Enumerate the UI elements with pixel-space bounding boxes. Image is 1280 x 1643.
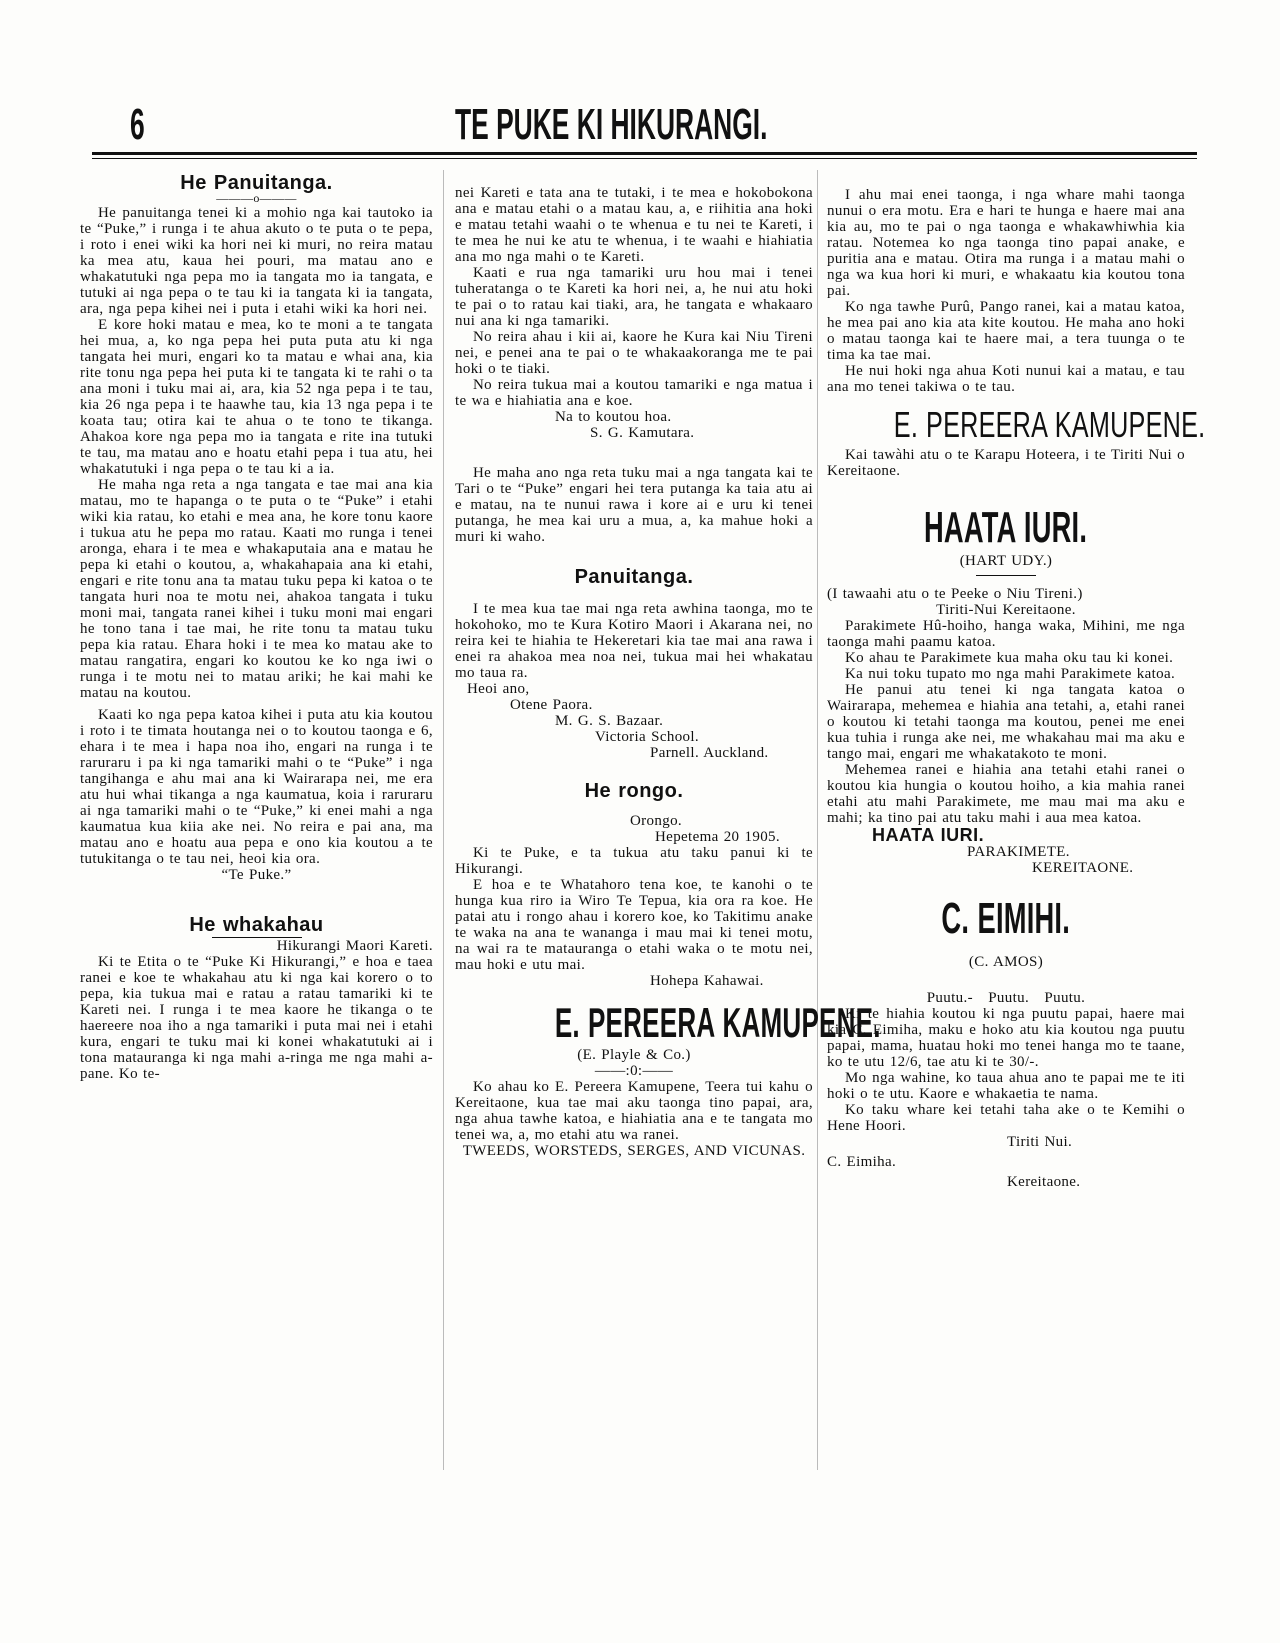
article-heading: He rongo. [584, 780, 684, 802]
divider: ———o——— [216, 191, 297, 205]
signature: “Te Puke.” [221, 867, 292, 883]
advert-subtitle: (C. AMOS) [968, 954, 1044, 970]
goods-list: TWEEDS, WORSTEDS, SERGES, AND VICUNAS. [462, 1143, 806, 1159]
dateline: Hikurangi Maori Kareti. [276, 938, 433, 954]
column-divider [443, 170, 444, 1470]
paragraph: Kai tawàhi atu o te Karapu Hoteera, i te Tiriti Nui o Kereitaone. [827, 447, 1185, 479]
paragraph: He panui atu tenei ki nga tangata katoa o Wairarapa, mehemea e hiahia ana tetahi, a, etahi ranei o koutou ki tetahi taonga ma koutou, penei me enei kua tuhia i runga ake nei, me whakahau mai ma aku e tango mai, engari me whakatakoto te moni. [827, 682, 1185, 762]
paragraph: E kore hoki matau e mea, ko te moni a te tangata hei mua, a, ko nga pepa hei puta puta atu ki nga tangata hei muri, engari ko ta matau e whai ana, kia rite tonu nga pepa hei puta ki te tangata ki te rahi o ta ana moni i tuku mai ai, ara, kia 52 nga pepa i te tau, kia 26 nga pepa i te haawhe tau, kia 13 nga pepa i te koata tau; otira kai te ahua o te tono te tikanga. Ahakoa kore nga pepa mo ia tangata e rite ina tutuki te tau, ma matau ano e hoatu etahi pepa i tua atu, hei whakatutuki i nga pepa o te tau ki a ia. [80, 317, 433, 477]
signer: Hohepa Kahawai. [650, 973, 764, 989]
paragraph: Parakimete Hû-hoiho, hanga waka, Mihini, me nga taonga mahi paamu katoa. [827, 618, 1185, 650]
article-heading: He whakahau [189, 914, 324, 936]
sign-line: Victoria School. [595, 729, 700, 745]
masthead-title: TE PUKE KI HIKURANGI. [455, 100, 768, 149]
place: Orongo. [630, 813, 683, 829]
article-heading: He Panuitanga. [180, 172, 333, 194]
paragraph: Kaati e rua nga tamariki uru hou mai i tenei tuheratanga o te Kareti ka hori nei, a, he nui atu hoki te pai o to ratau kai tiaki, ara, he tangata e whakaaro nui ana ki nga tamariki. [455, 265, 813, 329]
paragraph: Ki te Etita o te “Puke Ki Hikurangi,” e hoa e taea ranei e koe te whakahau atu ki nga kai korero o to pepa, kia tukua mai e ratau a ratau tamariki ki te Kareti nei. I runga i te mea kaore he tikanga o te haereere noa iho a nga tamariki i puta mai nei i etahi kura, engari te tuku mai ki konei whakatutuki ai i tona matauranga ki nga mahi a-ringa me nga mahi a-pane. Ko te- [80, 954, 433, 1082]
paragraph: nei Kareti e tata ana te tutaki, i te mea e hokobokona ana e matau etahi o a matau kau, a, e riihitia ana hoki e matau tetahi waahi o te whenua e tu nei te Kareti, i te mea he nui ke atu te whenua, i te waahi e hiahiatia ana mo nga mahi o te Kareti. [455, 185, 813, 265]
trade: PARAKIMETE. [967, 844, 1070, 860]
masthead-rule-thin [92, 158, 1197, 159]
paragraph: I te mea kua tae mai nga reta awhina taonga, mo te hokohoko, mo te Kura Kotiro Maori i Akarana nei, no reira kei te hiahia te Hekeretari kia tae mai ana rawa i enei ra ahakoa mea noa nei, tukua mai hei whakatau mo taua ra. [455, 601, 813, 681]
advert-subtitle: (E. Playle & Co.) [577, 1047, 691, 1063]
advert-subtitle: (HART UDY.) [959, 553, 1053, 569]
paragraph: He nui hoki nga ahua Koti nunui kai a matau, e tau ana mo tenei takiwa o te tau. [827, 363, 1185, 395]
paragraph: Mo nga wahine, ko taua ahua ano te papai me te iti hoki o te utu. Kaore e whakaetia te nama. [827, 1070, 1185, 1102]
paragraph: Ki te Puke, e ta tukua atu taku panui ki te Hikurangi. [455, 845, 813, 877]
paragraph: Ka nui toku tupato mo nga mahi Parakimete katoa. [845, 666, 1176, 682]
paragraph: Ki te hiahia koutou ki nga puutu papai, haere mai kia C. Eimiha, maku e hoko atu kia koutou nga puutu papai, mama, huatau hoki mo tenei hanga mo te taane, ko te utu 12/6, tae atu ki te 30/-. [827, 1006, 1185, 1070]
advert-title: C. EIMIHI. [941, 894, 1071, 943]
sign-line: Heoi ano, [467, 681, 530, 697]
street: Tiriti Nui. [1007, 1134, 1073, 1150]
sign-line: M. G. S. Bazaar. [555, 713, 664, 729]
column-1 [80, 172, 433, 1082]
date: Hepetema 20 1905. [655, 829, 780, 845]
paragraph: No reira ahau i kii ai, kaore he Kura kai Niu Tireni nei, e penei ana te pai o te whakaakoranga me te pai hoki o te tiaki. [455, 329, 813, 377]
divider: ——:0:—— [594, 1063, 674, 1079]
column-3 [827, 187, 1206, 1190]
paragraph: No reira tukua mai a koutou tamariki e nga matua i te wa e hiahiatia ana e koe. [455, 377, 813, 409]
town: KEREITAONE. [1032, 860, 1134, 876]
address: (I tawaahi atu o te Peeke o Niu Tireni.) [827, 586, 1083, 602]
paragraph: Ko taku whare kei tetahi taha ake o te Kemihi o Hene Hoori. [827, 1102, 1185, 1134]
masthead-rule [92, 152, 1197, 155]
paragraph: He maha ano nga reta tuku mai a nga tangata kai te Tari o te “Puke” engari hei tera putanga ka taia atu ai e matau, na te nunui rawa i kore ai e uru ki tenei putanga, he mea kai uru a mua, a, ka mahue hoki a muri ki waho. [455, 465, 813, 545]
paragraph: Mehemea ranei e hiahia ana tetahi etahi ranei o koutou kia hungia o koutou hoiho, a kia mahia ranei etahi atu mahi Parakimete, me mau mai ma aku e mahi; ka tino pai atu taku mahi i aua mea katoa. [827, 762, 1185, 826]
advert-title: HAATA IURI. [924, 503, 1088, 552]
sign-line: Parnell. Auckland. [650, 745, 769, 761]
sign-line: Otene Paora. [510, 697, 593, 713]
article-heading: Panuitanga. [574, 566, 694, 588]
divider [976, 575, 1036, 576]
advert-title: E. PEREERA KAMUPENE. [554, 999, 881, 1046]
page-number: 6 [130, 100, 145, 149]
signer: S. G. Kamutara. [590, 425, 695, 441]
paragraph: E hoa e te Whatahoro tena koe, te kanohi o te hunga kua riro ia Wiro Te Tepua, kia ora ra koe. He patai atu i rongo ahau i korero koe, ko Takitimu anake te waka na ana te wananga i mau mai ki tenei motu, na wai ra te matauranga o etahi waka o te motu nei, mau hoki e utu mai. [455, 877, 813, 973]
advert-title: E. PEREERA KAMUPENE. [893, 404, 1206, 445]
closing: Na to koutou hoa. [555, 409, 672, 425]
paragraph: I ahu mai enei taonga, i nga whare mahi taonga nunui o era motu. Era e hari te hunga e haere mai ana kia au, mo te pai o nga taonga e whakawhiwhia kia ratau. Notemea ko nga taonga tino papai anake, e puritia ana e matau. Otira ma runga i a matau mahi o nga wa kua hori ki muri, e whakaatu kia koutou tona pai. [827, 187, 1185, 299]
paragraph: He panuitanga tenei ki a mohio nga kai tautoko ia te “Puke,” i runga i te ahua akuto o te puta o te pepa, i roto i enei wiki ka hori nei ki muri, no reira matau ka mea atu, kaua hei pouri, ma matau ano e whakatutuki nga pepa mo ia tangata mo ia tangata, e tutuki ai nga pepa o te tau ki ia tangata ki ia tangata, ara, nga pepa kihei nei i puta i etahi wiki ka hori nei. [80, 205, 433, 317]
advert-tagline: Puutu.- Puutu. Puutu. [926, 990, 1086, 1006]
town: Kereitaone. [1007, 1174, 1081, 1190]
column-2 [455, 185, 881, 1159]
paragraph: He maha nga reta a nga tangata e tae mai ana kia matau, mo te hapanga o te puta o te “Puke” i etahi wiki kia ratau, ko etahi e mea ana, he kore tonu kaore i tukua atu he pepa mo ratau. Kaati mo runga i tenei aronga, ehara i te mea e whakaputaia ana e matau he pepa ki etahi o koutou, a, whakahapaia ana ki etahi, engari e rite tonu ana ta matau tuku pepa ki katoa o te tangata huri noa te motu nei, ahakoa tangata i tuku moni mai, tangata ranei kihei i tuku moni mai engari he tono tana i tae mai, he rite tonu ta matau tuku pepa kia ratau. Ehara hoki i te mea ko matau ake to matau rangatira, engari ko koutou ke ko nga iwi o runga i te motu nei to matau ariki; he kai mahi ke matau na koutou. [80, 477, 433, 701]
paragraph: Ko ahau ko E. Pereera Kamupene, Teera tui kahu o Kereitaone, kua tae mai aku taonga tino papai, ara, nga ahua tawhe katoa, e hiahiatia ana e te tangata mo tenei wa, a, mo etahi atu wa ranei. [455, 1079, 813, 1143]
paragraph: Kaati ko nga pepa katoa kihei i puta atu kia koutou i roto i te timata houtanga nei o to koutou taonga e 6, ehara i te mea i hapa noa iho, engari na runga i te raruraru i pa ki nga tamariki mahi o te “Puke” i nga tangihanga e ahu mai ana ki Wairarapa nei, me era atu hui whai tikanga a nga kaumatua, koia i raruraru ai nga tamariki mahi o te “Puke,” ki enei mahi a nga kaumatua kua kiia ake nei. No reira e pai ana, ma matau ano e hoatu aua pepa e ono kia koutou a te tutukitanga o te tau nei, heoi kia ora. [80, 707, 433, 867]
paragraph: Ko ahau te Parakimete kua maha oku tau ki konei. [845, 650, 1174, 666]
paragraph: Ko nga tawhe Purû, Pango ranei, kai a matau katoa, he mea pai ano kia ata kite koutou. He maha ano hoki o matau taonga kai te haere mai, a tera tuunga o te tima ka tae mai. [827, 299, 1185, 363]
column-divider [817, 170, 818, 1470]
name: C. Eimiha. [827, 1154, 897, 1170]
advert-signature: HAATA IURI. [872, 825, 985, 845]
address: Tiriti-Nui Kereitaone. [936, 602, 1076, 618]
